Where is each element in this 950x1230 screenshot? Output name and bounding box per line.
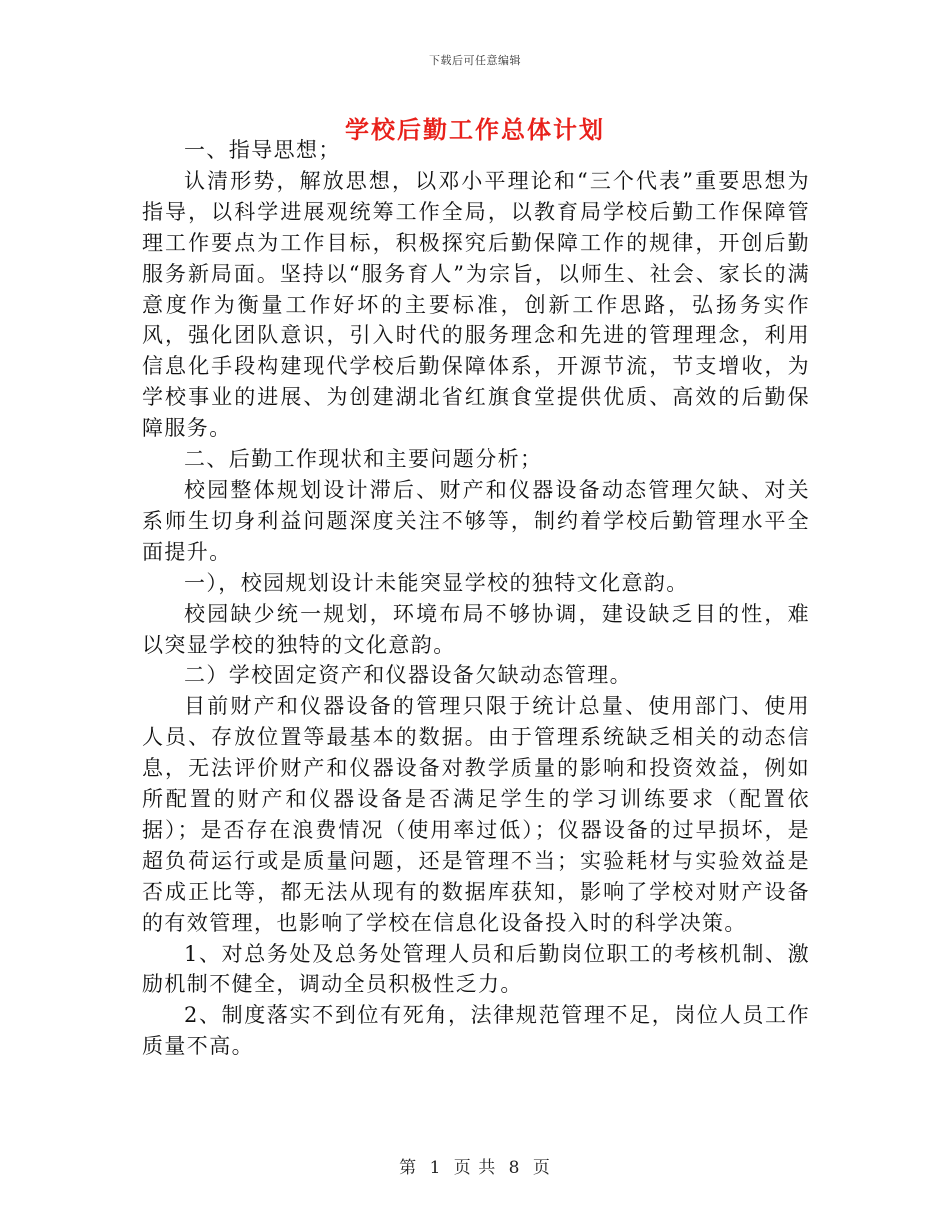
paragraph-guiding-ideology: 认清形势，解放思想，以邓小平理论和“三个代表”重要思想为指导，以科学进展观统筹工作全局，以教育局学校后勤工作保障管理工作要点为工作目标，积极探究后勤保障工作的规律，开创后勤服务新局面。坚持以“服务育人”为宗旨，以师生、社会、家长的满意度作为衡量工作好坏的主要标准，创新工作思路，弘扬务实作风，强化团队意识，引入时代的服务理念和先进的管理理念，利用信息化手段构建现代学校后勤保障体系，开源节流，节支增收，为学校事业的进展、为创建湖北省红旗食堂提供优质、高效的后勤保障服务。 (142, 168, 810, 441)
paragraph-campus-planning: 校园缺少统一规划，环境布局不够协调，建设缺乏目的性，难以突显学校的独特的文化意韵。 (142, 601, 810, 657)
footer-suffix: 页 (532, 1158, 551, 1178)
document-body (142, 135, 810, 1062)
footer-middle: 页 共 (453, 1158, 497, 1178)
header-note: 下载后可任意编辑 (429, 54, 521, 67)
document-title: 学校后勤工作总体计划 (345, 115, 605, 144)
subheading-campus-planning: 一），校园规划设计未能突显学校的独特文化意韵。 (184, 570, 689, 595)
section-heading-guiding-ideology: 一、指导思想； (184, 138, 341, 162)
total-page-count: 8 (508, 1158, 521, 1178)
subheading-asset-management: 二）学校固定资产和仪器设备欠缺动态管理。 (184, 663, 632, 688)
footer-prefix: 第 (399, 1158, 418, 1178)
paragraph-status-overview: 校园整体规划设计滞后、财产和仪器设备动态管理欠缺、对关系师生切身利益问题深度关注不够等，制约着学校后勤管理水平全面提升。 (142, 477, 810, 564)
page-number-footer (0, 1153, 950, 1178)
paragraph-asset-management: 目前财产和仪器设备的管理只限于统计总量、使用部门、使用人员、存放位置等最基本的数据。由于管理系统缺乏相关的动态信息，无法评价财产和仪器设备对教学质量的影响和投资效益，例如所配置的财产和仪器设备是否满足学生的学习训练要求（配置依据）；是否存在浪费情况（使用率过低）；仪器设备的过早损坏，是超负荷运行或是质量问题，还是管理不当；实验耗材与实验效益是否成正比等，都无法从现有的数据库获知，影响了学校对财产设备的有效管理，也影响了学校在信息化设备投入时的科学决策。 (142, 694, 810, 935)
current-page-number: 1 (429, 1158, 442, 1178)
list-item-assessment-mechanism: 1、对总务处及总务处管理人员和后勤岗位职工的考核机制、激励机制不健全，调动全员积极性乏力。 (142, 941, 810, 997)
list-item-system-implementation: 2、制度落实不到位有死角，法律规范管理不足，岗位人员工作质量不高。 (142, 1003, 810, 1059)
section-heading-status-analysis: 二、后勤工作现状和主要问题分析； (184, 447, 543, 472)
